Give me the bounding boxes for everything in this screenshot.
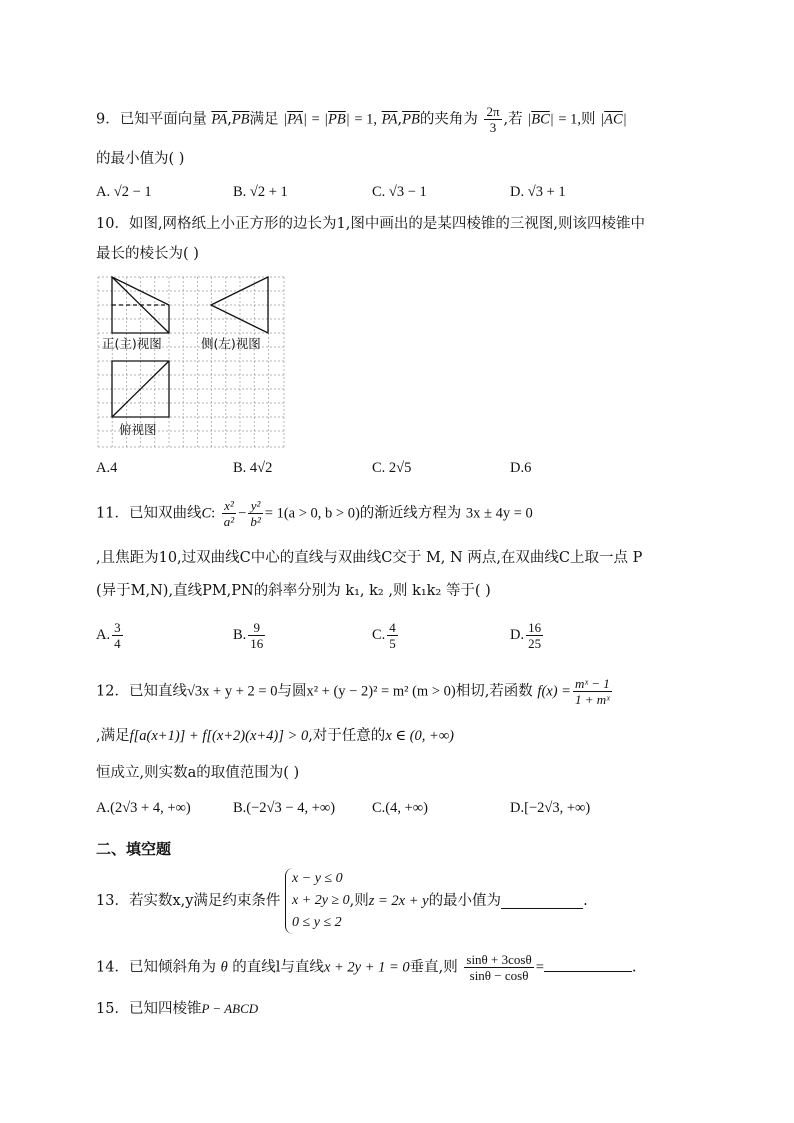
q9-abs-pa: $\overline{PA}$ bbox=[287, 111, 303, 128]
q9-option-d-value: √3 + 1 bbox=[527, 184, 566, 200]
q15-solid: P − ABCD bbox=[201, 1001, 259, 1016]
q13-constraint-2: x + 2y ≥ 0 bbox=[292, 893, 350, 908]
q11-option-d-label: D. bbox=[510, 626, 525, 643]
q9-stem-c: 的夹角为 bbox=[419, 111, 478, 128]
q12-func-num: mˣ − 1 bbox=[574, 676, 610, 691]
q14-stem-a: 已知倾斜角为 bbox=[128, 959, 216, 976]
q12-circle-eq: x² + (y − 2)² = m² (m > 0) bbox=[306, 683, 456, 700]
q12-option-a-value: (2√3 + 4, +∞) bbox=[110, 800, 191, 816]
q14-number: 14． bbox=[96, 959, 129, 976]
q9-angle-den: 3 bbox=[489, 120, 497, 135]
q15-stem-a: 已知四棱锥 bbox=[128, 1001, 202, 1017]
q9-stem-d: ,若 bbox=[503, 111, 523, 128]
q12-option-b[interactable] bbox=[233, 797, 335, 819]
q11-option-b-label: B. bbox=[233, 626, 247, 643]
q9-number: 9． bbox=[96, 111, 120, 128]
q12-line2a: ,满足 bbox=[96, 728, 130, 744]
q9-vec-pb: $\overline{PB}$ bbox=[231, 111, 250, 128]
q10-option-b-value: 4√2 bbox=[249, 460, 273, 476]
q12-number: 12． bbox=[96, 683, 129, 700]
q11-option-d-num: 16 bbox=[528, 620, 542, 635]
q15-number: 15． bbox=[96, 1001, 129, 1017]
q10-option-b[interactable] bbox=[233, 457, 272, 479]
q9-stem-b: 满足 bbox=[249, 111, 279, 128]
q10-option-b-label: B. bbox=[233, 460, 247, 476]
q9-option-b-value: √2 + 1 bbox=[249, 184, 288, 200]
q12-func-lhs: f(x) = bbox=[537, 683, 571, 700]
q11-option-d-den: 25 bbox=[528, 636, 542, 651]
q12-inequality: f[a(x+1)] + f[(x+2)(x+4)] > 0 bbox=[129, 728, 309, 744]
q9-option-c[interactable] bbox=[372, 181, 427, 203]
q12-option-b-label: B. bbox=[233, 800, 247, 816]
section-title-fill-in: 二、填空题 bbox=[96, 840, 172, 858]
q9-option-a[interactable] bbox=[96, 181, 152, 203]
q11-stem-b: 的渐近线方程为 bbox=[359, 505, 462, 522]
q11-option-a-label: A. bbox=[96, 626, 111, 643]
q12-line3: 恒成立,则实数a的取值范围为( ) bbox=[96, 765, 300, 781]
q9-eq-one: = 1, bbox=[354, 111, 378, 128]
q9-vec-bc: $\overline{BC}$ bbox=[531, 111, 550, 128]
q12-stem-b: 与圆 bbox=[277, 683, 307, 700]
q10-option-d-value: 6 bbox=[524, 460, 532, 476]
q11-option-b-den: 16 bbox=[250, 636, 264, 651]
q11-condition: = 1(a > 0, b > 0) bbox=[264, 505, 360, 522]
side-view-label: 侧(左)视图 bbox=[201, 336, 261, 351]
q9-option-c-label: C. bbox=[372, 184, 386, 200]
q13-number: 13． bbox=[96, 893, 129, 909]
q10-option-d-label: D. bbox=[510, 460, 525, 476]
q10-line1: 10．如图,网格纸上小正方形的边长为1,图中画出的是某四棱锥的三视图,则该四棱锥中 bbox=[96, 216, 646, 232]
q14-theta: θ bbox=[220, 959, 228, 976]
q10-option-d[interactable] bbox=[510, 457, 531, 479]
q9-vec-pa: $\overline{PA}$ bbox=[211, 111, 228, 128]
q10-option-a[interactable] bbox=[96, 457, 117, 479]
q14-eq: = bbox=[535, 959, 544, 976]
q9-line1: 9．已知平面向量 $\overline{PA},\overline{PB}$满足 $|\overline{PA}| = |\overline{PB}| = 1$, $\overline{PA},\overline{PB}$的夹角为 $\frac{2\pi}{3}$ ,若 $|\overline{BC}| = 1$,则 $|\overline{AC}|$ bbox=[96, 104, 627, 135]
q12-func-den: 1 + mˣ bbox=[574, 692, 610, 707]
q13-answer-blank[interactable] bbox=[501, 894, 583, 909]
q11-option-a-den: 4 bbox=[114, 636, 121, 651]
q12-option-b-value: (−2√3 − 4, +∞) bbox=[246, 800, 336, 816]
q11-option-c-label: C. bbox=[372, 626, 386, 643]
q10-option-c[interactable] bbox=[372, 457, 411, 479]
q12-line2b: ,对于任意的 bbox=[308, 728, 386, 744]
q12-option-d-label: D. bbox=[510, 800, 525, 816]
q11-option-b-num: 9 bbox=[248, 620, 265, 636]
q10-option-c-value: 2√5 bbox=[388, 460, 412, 476]
q11-line3: (异于M,N),直线PM,PN的斜率分别为 k₁, k₂ ,则 k₁k₂ 等于( ) bbox=[96, 583, 491, 599]
q11-option-a-num: 3 bbox=[114, 620, 121, 635]
q12-option-c-value: (4, +∞) bbox=[385, 800, 428, 816]
q9-vec-pa-2: $\overline{PA}$ bbox=[381, 111, 398, 128]
q13-constraint-3: 0 ≤ y ≤ 2 bbox=[292, 915, 342, 930]
q9-option-b-label: B. bbox=[233, 184, 247, 200]
q12-stem-a: 已知直线 bbox=[128, 683, 187, 700]
q9-abs-pb: $\overline{PB}$ bbox=[328, 111, 346, 128]
q15-line bbox=[96, 998, 258, 1020]
q12-option-d[interactable] bbox=[510, 797, 590, 819]
q13-constraint-system bbox=[285, 868, 350, 934]
q11-curve: C bbox=[201, 505, 212, 522]
q11-option-c-den: 5 bbox=[389, 636, 396, 651]
q11-asymptote: 3x ± 4y = 0 bbox=[465, 505, 533, 522]
q10-option-a-label: A. bbox=[96, 460, 111, 476]
q10-option-c-label: C. bbox=[372, 460, 386, 476]
q12-line-eq: √3x + y + 2 = 0 bbox=[186, 683, 278, 700]
q12-line1 bbox=[96, 676, 614, 707]
q9-option-b[interactable] bbox=[233, 181, 288, 203]
q10-line2: 最长的棱长为( ) bbox=[96, 246, 199, 262]
q14-frac-den: sinθ − cosθ bbox=[469, 968, 529, 983]
q14-frac-num: sinθ + 3cosθ bbox=[466, 952, 532, 967]
q12-option-c[interactable] bbox=[372, 797, 428, 819]
q11-frac-x: $\frac{\text{x²}}{\text{a²}}$ bbox=[223, 498, 235, 529]
q12-option-a-label: A. bbox=[96, 800, 111, 816]
top-view-label: 俯视图 bbox=[119, 422, 157, 437]
q12-stem-c: 相切,若函数 bbox=[455, 683, 533, 700]
q9-angle-num: 2π bbox=[486, 104, 500, 119]
q11-option-a[interactable] bbox=[96, 620, 125, 651]
q11-line2: ,且焦距为10,过双曲线C中心的直线与双曲线C交于 M, N 两点,在双曲线C上取一点 P bbox=[96, 550, 643, 566]
front-view-label: 正(主)视图 bbox=[102, 336, 162, 351]
q9-option-d[interactable] bbox=[510, 181, 566, 203]
q10-option-a-value: 4 bbox=[110, 460, 118, 476]
q14-line-eq: x + 2y + 1 = 0 bbox=[323, 959, 410, 976]
q14-stem-c: 垂直,则 bbox=[409, 959, 458, 976]
q9-option-a-label: A. bbox=[96, 184, 111, 200]
three-view-figure bbox=[97, 276, 285, 448]
q11-stem-a: 已知双曲线 bbox=[128, 505, 202, 522]
q12-line2 bbox=[96, 725, 454, 747]
q11-option-b[interactable] bbox=[233, 620, 267, 651]
q14-answer-blank[interactable] bbox=[544, 957, 632, 972]
q11-option-c[interactable] bbox=[372, 620, 400, 651]
three-view-svg bbox=[97, 276, 285, 448]
q9-angle-fraction bbox=[484, 104, 501, 135]
q12-option-a[interactable] bbox=[96, 797, 191, 819]
q14-stem-b: 的直线l与直线 bbox=[232, 959, 324, 976]
q14-fraction bbox=[464, 952, 533, 983]
q11-frac-y: $\frac{\text{y²}}{\text{b²}}$ bbox=[250, 498, 261, 529]
q12-domain: x ∈ (0, +∞) bbox=[385, 728, 455, 744]
q13-objective: z = 2x + y bbox=[368, 893, 429, 909]
q13-stem-a: 若实数x,y满足约束条件 bbox=[128, 893, 281, 909]
q11-number: 11． bbox=[96, 505, 129, 522]
q9-stem-a: 已知平面向量 bbox=[119, 111, 207, 128]
q9-eq-one-b: = 1,则 bbox=[558, 111, 596, 128]
q11-line1: 11．已知双曲线C: $\frac{\text{x²}}{\text{a²}}$ − $\frac{\text{y²}}{\text{b²}}$ = 1(a > 0, b > 0)的渐近线方程为 3x ± 4y = 0 bbox=[96, 498, 533, 529]
q11-option-c-num: 4 bbox=[389, 620, 396, 635]
q14-line bbox=[96, 952, 636, 983]
q9-vec-ac: $\overline{AC}$ bbox=[604, 111, 623, 128]
q9-option-d-label: D. bbox=[510, 184, 525, 200]
q11-option-d[interactable] bbox=[510, 620, 545, 651]
q13-stem-c: 的最小值为 bbox=[428, 893, 502, 909]
q9-line2: 的最小值为( ) bbox=[96, 151, 185, 167]
q13-stem-b: ,则 bbox=[349, 893, 369, 909]
q14-end: . bbox=[631, 959, 637, 976]
q13-end: . bbox=[583, 893, 588, 909]
q12-option-c-label: C. bbox=[372, 800, 386, 816]
q9-option-a-value: √2 − 1 bbox=[113, 184, 152, 200]
q13-constraint-1: x − y ≤ 0 bbox=[292, 871, 343, 886]
q12-func-fraction bbox=[573, 676, 612, 707]
q12-option-d-value: [−2√3, +∞) bbox=[524, 800, 591, 816]
q9-option-c-value: √3 − 1 bbox=[388, 184, 427, 200]
q13-line bbox=[96, 868, 588, 934]
q9-vec-pb-2: $\overline{PB}$ bbox=[402, 111, 420, 128]
